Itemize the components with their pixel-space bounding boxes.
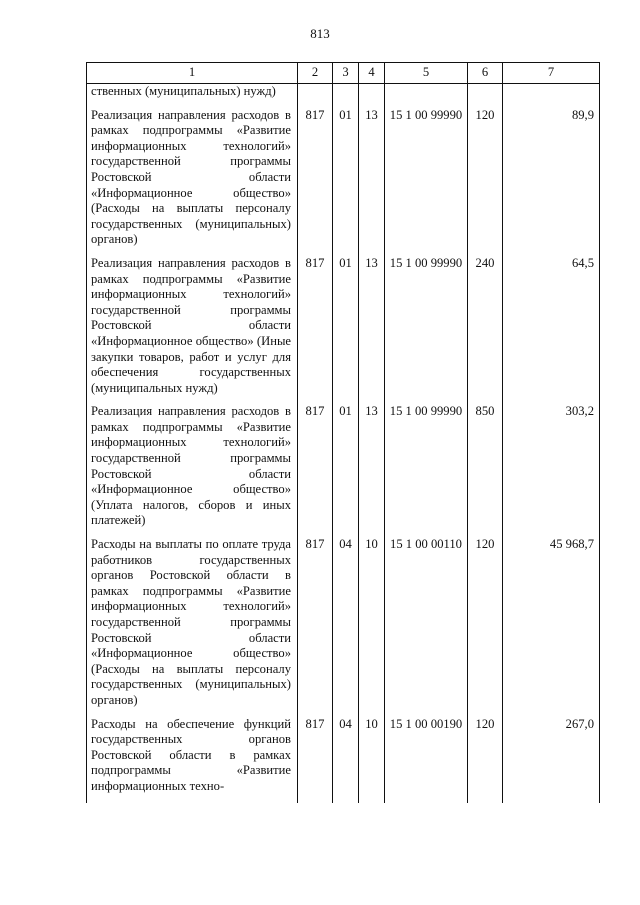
row-amount: 89,9 bbox=[503, 108, 600, 256]
row-section: 01 bbox=[333, 256, 359, 404]
table-row bbox=[87, 108, 600, 256]
page-number: 813 bbox=[310, 26, 330, 41]
row-target-article: 15 1 00 00190 bbox=[385, 717, 468, 803]
row-subsection: 13 bbox=[359, 108, 385, 256]
table-row bbox=[87, 537, 600, 717]
row-section: 04 bbox=[333, 537, 359, 717]
row-expense-type: 120 bbox=[468, 537, 503, 717]
row-expense-type: 850 bbox=[468, 404, 503, 537]
row-amount: 303,2 bbox=[503, 404, 600, 537]
row-ministry-code: 817 bbox=[298, 537, 333, 717]
row-description: Реализация направления расходов в рамках подпрограммы «Развитие информационных технологий» государственной программы Ростовской области «Информационное общество» (Иные закупки товаров, работ и услуг для обеспечения государственных (муниципальных нужд) bbox=[87, 256, 298, 404]
row-amount: 64,5 bbox=[503, 256, 600, 404]
header-col-3: 3 bbox=[333, 63, 359, 84]
row-subsection bbox=[359, 84, 385, 108]
row-ministry-code: 817 bbox=[298, 404, 333, 537]
row-section: 01 bbox=[333, 404, 359, 537]
budget-table bbox=[86, 62, 600, 803]
header-col-2: 2 bbox=[298, 63, 333, 84]
table-row bbox=[87, 84, 600, 108]
row-expense-type: 120 bbox=[468, 717, 503, 803]
row-expense-type bbox=[468, 84, 503, 108]
row-target-article: 15 1 00 00110 bbox=[385, 537, 468, 717]
row-description: ственных (муниципальных) нужд) bbox=[87, 84, 298, 108]
row-section: 01 bbox=[333, 108, 359, 256]
header-row bbox=[87, 63, 600, 84]
table-row bbox=[87, 404, 600, 537]
row-subsection: 13 bbox=[359, 404, 385, 537]
header-col-4: 4 bbox=[359, 63, 385, 84]
row-target-article: 15 1 00 99990 bbox=[385, 256, 468, 404]
row-section: 04 bbox=[333, 717, 359, 803]
row-target-article bbox=[385, 84, 468, 108]
row-description: Реализация направления расходов в рамках подпрограммы «Развитие информационных технологий» государственной программы Ростовской области «Информационное общество» (Уплата налогов, сборов и иных платежей) bbox=[87, 404, 298, 537]
row-ministry-code: 817 bbox=[298, 108, 333, 256]
row-subsection: 13 bbox=[359, 256, 385, 404]
row-section bbox=[333, 84, 359, 108]
header-col-7: 7 bbox=[503, 63, 600, 84]
row-ministry-code: 817 bbox=[298, 256, 333, 404]
header-col-6: 6 bbox=[468, 63, 503, 84]
row-expense-type: 240 bbox=[468, 256, 503, 404]
table-row bbox=[87, 717, 600, 803]
row-amount: 45 968,7 bbox=[503, 537, 600, 717]
header-col-5: 5 bbox=[385, 63, 468, 84]
row-amount: 267,0 bbox=[503, 717, 600, 803]
row-ministry-code bbox=[298, 84, 333, 108]
row-subsection: 10 bbox=[359, 717, 385, 803]
row-amount bbox=[503, 84, 600, 108]
row-subsection: 10 bbox=[359, 537, 385, 717]
row-description: Реализация направления расходов в рамках подпрограммы «Развитие информационных технологий» государственной программы Ростовской области «Информационное общество» (Расходы на выплаты персоналу государственных (муниципальных) органов) bbox=[87, 108, 298, 256]
row-ministry-code: 817 bbox=[298, 717, 333, 803]
row-target-article: 15 1 00 99990 bbox=[385, 108, 468, 256]
header-col-1: 1 bbox=[87, 63, 298, 84]
row-description: Расходы на обеспечение функций государственных органов Ростовской области в рамках подпрограммы «Развитие информационных техно- bbox=[87, 717, 298, 803]
row-target-article: 15 1 00 99990 bbox=[385, 404, 468, 537]
row-expense-type: 120 bbox=[468, 108, 503, 256]
table-row bbox=[87, 256, 600, 404]
row-description: Расходы на выплаты по оплате труда работников государственных органов Ростовской области в рамках подпрограммы «Развитие информационных технологий» государственной программы Ростовской области «Информационное общество» (Расходы на выплаты персоналу государственных (муниципальных) органов) bbox=[87, 537, 298, 717]
